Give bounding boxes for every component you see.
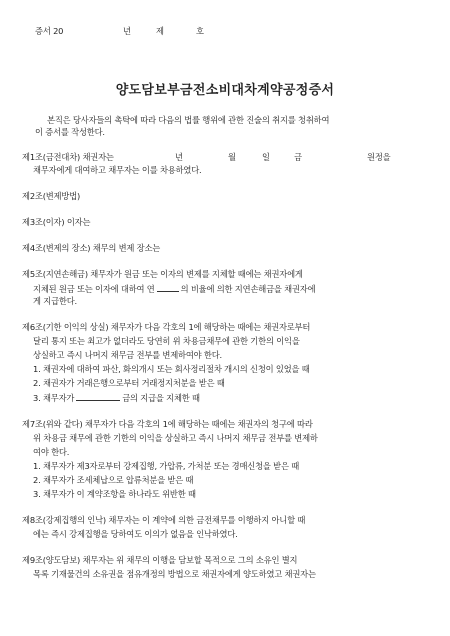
doc-number-prefix: 증서 20 — [35, 26, 64, 36]
art7-item-2: 2. 채무자가 조세체납으로 압류처분을 받은 때 — [33, 475, 194, 485]
art1-won: 원정을 — [367, 152, 391, 162]
art8-line-2: 에는 즉시 강제집행을 당하여도 이의가 없음을 인낙하였다. — [33, 529, 238, 539]
art1-year: 년 — [175, 152, 183, 162]
art6-item-3: 3. 채무자가 금의 지급을 지체한 때 — [33, 393, 200, 403]
art7-line-1: 제7조(위와 같다) 채무자가 다음 각호의 1에 해당하는 때에는 채권자의 청구에 따라 — [22, 419, 313, 429]
art5-line-1: 제5조(지연손해금) 채무자가 원금 또는 이자의 변제를 지체할 때에는 채권자에게 — [22, 269, 303, 279]
art2-label: 제2조(변제방법) — [22, 191, 81, 201]
doc-number-year: 년 — [123, 26, 131, 36]
art1-month: 월 — [228, 152, 236, 162]
art5-line-3: 게 지급한다. — [33, 296, 77, 306]
art7-line-2: 위 차용금 채무에 관한 기한의 이익을 상실하고 즉시 나머지 채무금 전부를 변제하 — [33, 433, 318, 443]
art7-line-3: 여야 한다. — [33, 447, 70, 457]
intro-line-1: 본직은 당사자들의 촉탁에 따라 다음의 법률 행위에 관한 진술의 취지를 청취하여 — [47, 115, 330, 125]
art3-label: 제3조(이자) 이자는 — [22, 217, 91, 227]
art6-line-2: 달리 통지 또는 최고가 없더라도 당연히 위 차용금채무에 관한 기한의 이익을 — [33, 336, 300, 346]
art6-line-1: 제6조(기한 이익의 상실) 채무자가 다음 각호의 1에 해당하는 때에는 채권자로부터 — [22, 322, 311, 332]
amount-blank — [76, 393, 120, 401]
intro-line-2: 이 증서를 작성한다. — [35, 127, 105, 137]
art4-label: 제4조(변제의 장소) 채무의 변제 장소는 — [22, 243, 161, 253]
document-title: 양도담보부금전소비대차계약공정증서 — [115, 83, 335, 98]
art6-item-1: 1. 채권자에 대하여 파산, 화의개시 또는 회사정리절차 개시의 신청이 있었을 때 — [33, 364, 310, 374]
art1-label: 제1조(금전대차) 채권자는 — [22, 152, 114, 162]
rate-blank — [157, 284, 179, 292]
doc-number-je: 제 — [156, 26, 164, 36]
art7-item-1: 1. 채무자가 제3자로부터 강제집행, 가압류, 가처분 또는 경매신청을 받은 때 — [33, 461, 300, 471]
art7-item-3: 3. 채무자가 이 계약조항을 하나라도 위반한 때 — [33, 489, 196, 499]
art1-money: 금 — [294, 152, 302, 162]
art8-line-1: 제8조(강제집행의 인낙) 채무자는 이 계약에 의한 금전채무를 이행하지 아니할 때 — [22, 515, 306, 525]
art6-line-3: 상실하고 즉시 나머지 채무금 전부를 변제하여야 한다. — [33, 350, 222, 360]
doc-number-ho: 호 — [196, 26, 204, 36]
art9-line-2: 목록 기재물건의 소유권을 점유개정의 방법으로 채권자에게 양도하였고 채권자는 — [33, 569, 316, 579]
art9-line-1: 제9조(양도담보) 채무자는 위 채무의 이행을 담보할 목적으로 그의 소유인 별지 — [22, 555, 298, 565]
art1-line-2: 채무자에게 대여하고 채무자는 이를 차용하였다. — [33, 165, 202, 175]
art6-item-2: 2. 채권자가 거래은행으로부터 거래정지처분을 받은 때 — [33, 378, 225, 388]
art1-day: 일 — [262, 152, 270, 162]
art5-line-2: 지체된 원금 또는 이자에 대하여 연 의 비율에 의한 지연손해금을 채권자에 — [33, 284, 316, 294]
